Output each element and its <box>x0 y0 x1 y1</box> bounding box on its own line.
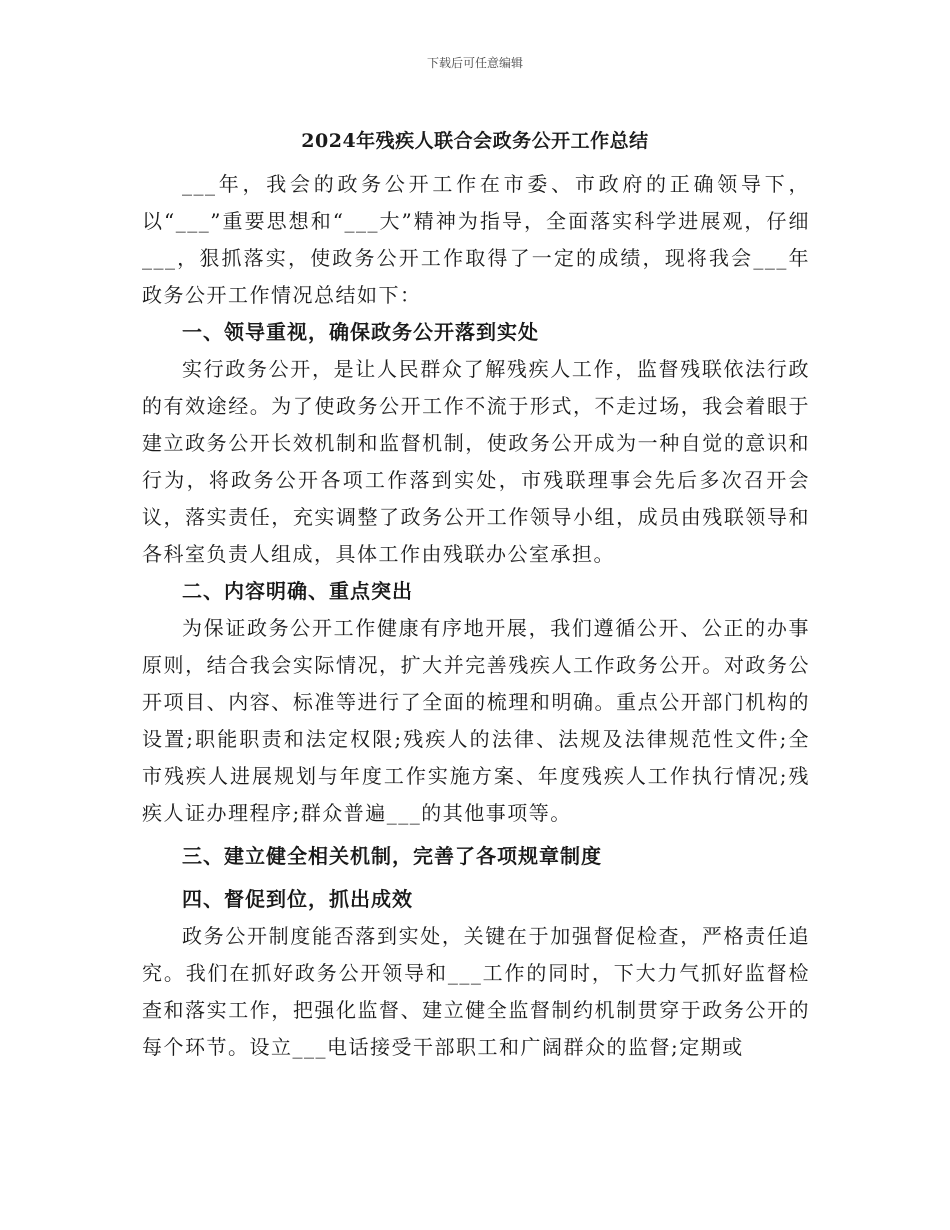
section-heading-4: 四、督促到位，抓出成效 <box>182 887 413 911</box>
section-body-2: 为保证政务公开工作健康有序地开展，我们遵循公开、公正的办事原则，结合我会实际情况，扩大并完善残疾人工作政务公开。对政务公开项目、内容、标准等进行了全面的梳理和明确。重点公开部门机构的设置;职能职责和法定权限;残疾人的法律、法规及法律规范性文件;全市残疾人进展规划与年度工作实施方案、年度残疾人工作执行情况;残疾人证办理程序;群众普遍___的其他事项等。 <box>142 616 810 825</box>
section-heading-1: 一、领导重视，确保政务公开落到实处 <box>182 320 539 344</box>
section-heading-3: 三、建立健全相关机制，完善了各项规章制度 <box>182 844 602 868</box>
header-note: 下载后可任意编辑 <box>426 56 523 70</box>
section-heading-2: 二、内容明确、重点突出 <box>182 579 413 603</box>
section-body-4: 政务公开制度能否落到实处，关键在于加强督促检查，严格责任追究。我们在抓好政务公开领导和___工作的同时，下大力气抓好监督检查和落实工作，把强化监督、建立健全监督制约机制贯穿于政务公开的每个环节。设立___电话接受干部职工和广阔群众的监督;定期或 <box>142 924 810 1059</box>
document-body <box>142 166 810 1066</box>
section-body-1: 实行政务公开，是让人民群众了解残疾人工作，监督残联依法行政的有效途经。为了使政务公开工作不流于形式，不走过场，我会着眼于建立政务公开长效机制和监督机制，使政务公开成为一种自觉的意识和行为，将政务公开各项工作落到实处，市残联理事会先后多次召开会议，落实责任，充实调整了政务公开工作领导小组，成员由残联领导和各科室负责人组成，具体工作由残联办公室承担。 <box>142 357 810 566</box>
intro-paragraph: ___年，我会的政务公开工作在市委、市政府的正确领导下，以“___”重要思想和“___大”精神为指导，全面落实科学进展观，仔细___，狠抓落实，使政务公开工作取得了一定的成绩，现将我会___年政务公开工作情况总结如下： <box>142 172 810 307</box>
document-title: 2024年残疾人联合会政务公开工作总结 <box>301 130 649 152</box>
